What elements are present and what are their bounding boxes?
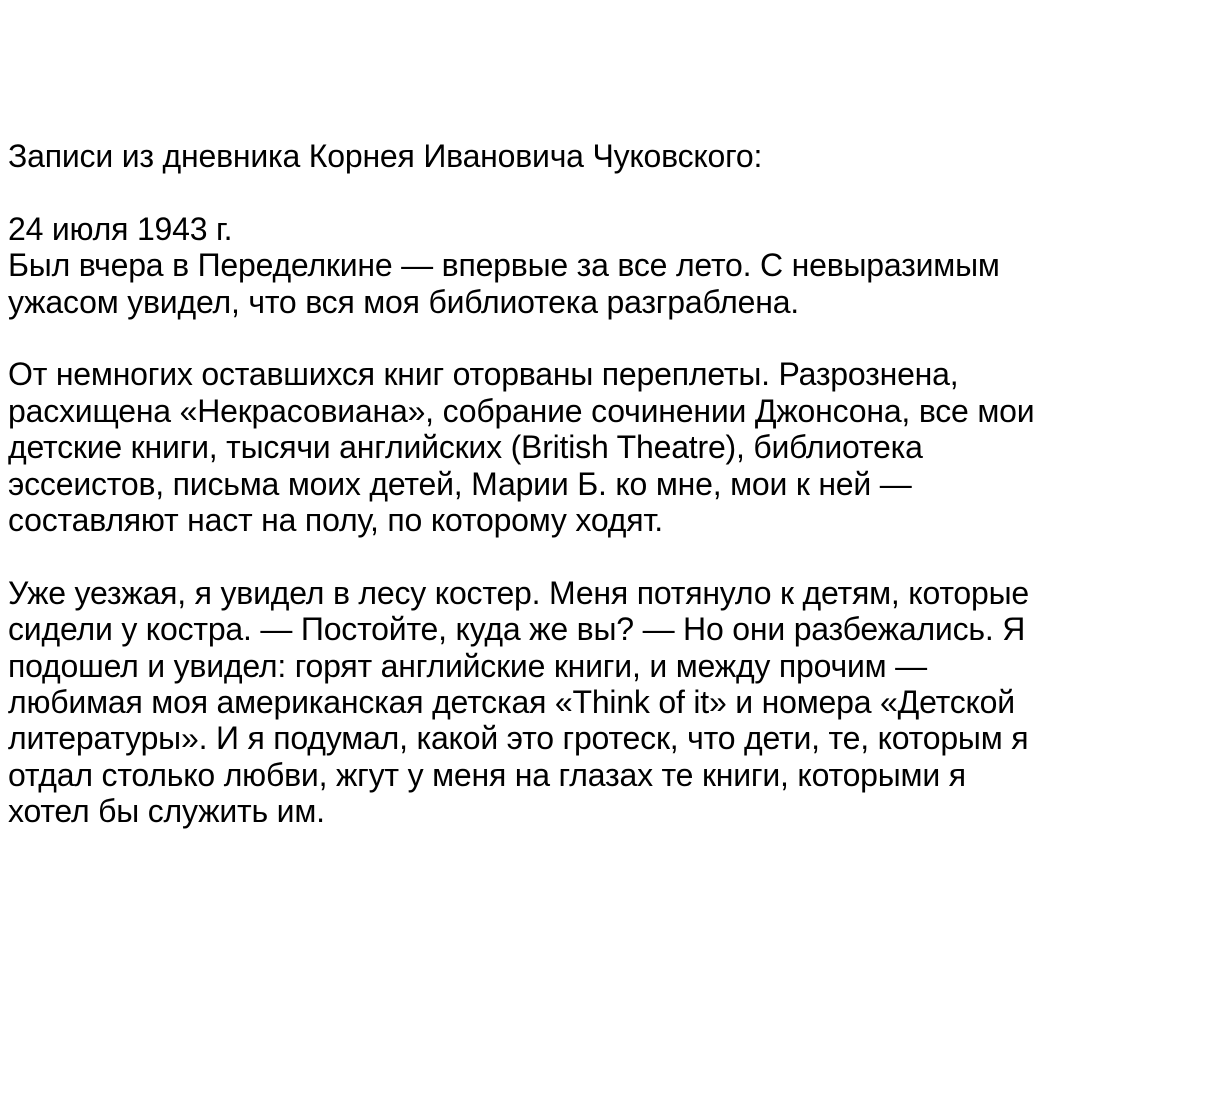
text-line: Уже уезжая, я увидел в лесу костер. Меня потянуло к детям, которые bbox=[8, 574, 1030, 611]
text-line: отдал столько любви, жгут у меня на глазах те книги, которыми я bbox=[8, 756, 966, 793]
entry-date: 24 июля 1943 г. bbox=[8, 210, 233, 247]
text-line: подошел и увидел: горят английские книги, и между прочим — bbox=[8, 647, 927, 684]
paragraph-1 bbox=[8, 247, 1214, 320]
text-line: Был вчера в Переделкине — впервые за все лето. С невыразимым bbox=[8, 247, 1000, 284]
text-line: детские книги, тысячи английских (British Theatre), библиотека bbox=[8, 429, 923, 466]
text-line: ужасом увидел, что вся моя библиотека разграблена. bbox=[8, 283, 799, 320]
diary-document bbox=[8, 138, 1214, 830]
blank-line bbox=[8, 174, 1214, 210]
blank-line bbox=[8, 538, 1214, 574]
blank-line bbox=[8, 320, 1214, 356]
text-line: любимая моя американская детская «Think of it» и номера «Детской bbox=[8, 684, 1015, 721]
text-line: сидели у костра. — Постойте, куда же вы? — Но они разбежались. Я bbox=[8, 611, 1026, 648]
text-line: составляют наст на полу, по которому ходят. bbox=[8, 502, 663, 539]
text-line: хотел бы служить им. bbox=[8, 793, 325, 830]
paragraph-2 bbox=[8, 356, 1214, 538]
text-line: От немногих оставшихся книг оторваны переплеты. Разрознена, bbox=[8, 356, 959, 393]
text-line: расхищена «Некрасовиана», собрание сочинении Джонсона, все мои bbox=[8, 392, 1035, 429]
document-heading: Записи из дневника Корнея Ивановича Чуковского: bbox=[8, 138, 763, 174]
text-line: литературы». И я подумал, какой это гротеск, что дети, те, которым я bbox=[8, 720, 1029, 757]
text-line: эссеистов, письма моих детей, Марии Б. ко мне, мои к ней — bbox=[8, 465, 912, 502]
paragraph-3 bbox=[8, 575, 1214, 830]
